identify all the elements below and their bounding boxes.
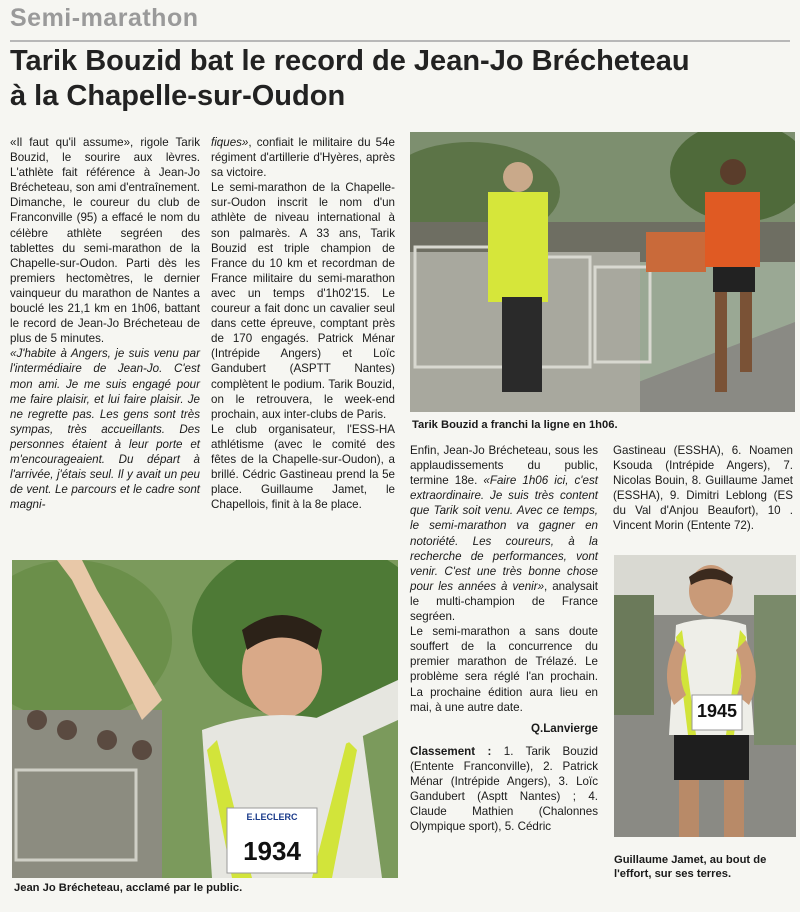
col2-paragraph-1 — [211, 135, 395, 180]
article-column-2 — [211, 135, 395, 512]
article-headline — [10, 44, 795, 114]
photo-guillaume-jamet — [614, 555, 796, 837]
col3-p1-start: Enfin, Jean-Jo Brécheteau, sous les applaudissements du public, termine 18e. — [410, 444, 598, 488]
section-divider — [10, 40, 790, 42]
article-column-3 — [410, 443, 598, 834]
col1-paragraph-1: «Il faut qu'il assume», rigole Tarik Bouzid, le sourire aux lèvres. L'athlète fait référence à Jean-Jo Brécheteau, son ami d'entraînement. Dimanche, le coureur du club de Franconville (95) a effacé le nom du célèbre athlète segréen des tablettes du semi-marathon de la Chapelle-sur-Oudon. Parti dès les premiers hectomètres, le dernier vainqueur du marathon de Nantes a bouclé les 21,1 km en 1h06, battant le record de Jean-Jo Brécheteau de plus de 5 minutes. — [10, 136, 200, 346]
headline-line-2: à la Chapelle-sur-Oudon — [10, 80, 346, 112]
photo2-sponsor-label: E.LECLERC — [246, 812, 298, 822]
headline-line-1: Tarik Bouzid bat le record de Jean-Jo Brécheteau — [10, 45, 690, 77]
caption-photo-1: Tarik Bouzid a franchi la ligne en 1h06. — [412, 419, 618, 431]
col2-paragraph-3: Le club organisateur, l'ESS-HA athlétisme (avec le comité des fêtes de la Chapelle-sur-Oudon), a brillé. Cédric Gastineau prend la 5e place. Guillaume Jamet, le Chapellois, finit à la 8e place. — [211, 422, 395, 512]
photo3-bib-number: 1945 — [696, 701, 738, 721]
classement-label: Classement : — [410, 744, 492, 758]
photo-jean-jo-brecheteau — [12, 560, 398, 878]
col3-paragraph-1 — [410, 443, 598, 624]
col3-quote: «Faire 1h06 ici, c'est extraordinaire. Je suis très content que Tarik soit venu. Avec ce temps, le semi-marathon va gagner en notoriété. Les coureurs, à la recherche de performances, vont venir. C'est une très bonne chose pour les années à venir» — [410, 474, 598, 593]
col2-paragraph-1-text: , confiait le militaire du 54e régiment d'artillerie d'Hyères, après sa victoire. — [211, 136, 395, 180]
col3-p1-end: , analysait le multi-champion de France segréen. — [410, 579, 598, 624]
col1-quote: «J'habite à Angers, je suis venu par l'intermédiaire de Jean-Jo. C'est mon ami. Je me suis engagé pour me faire plaisir, et lui faire plaisir. Je ne regrette pas. Les gens sont très sympas, très accueillants. Des personnes étaient à leur porte et m'encourageaient. Du départ à l'arrivée, j'étais seul. Il y avait un peu de vent. Le parcours et le cadre sont magni- — [10, 347, 200, 512]
photo-tarik-bouzid — [410, 132, 795, 412]
photo2-bib-number: 1934 — [243, 836, 301, 866]
classement-part-2: Gastineau (ESSHA), 6. Noamen Ksouda (Intrépide Angers), 7. Nicolas Bouin, 8. Guillaume Jamet (ESSHA), 9. Dimitri Leblong (ES du Val d'Anjou Beaufort), 10 . Vincent Morin (Entente 72). — [613, 444, 793, 533]
col1-paragraph-2 — [10, 346, 200, 512]
classement-part-1: 1. Tarik Bouzid (Entente Franconville), 2. Patrick Ménar (Intrépide Angers), 3. Loïc Gandubert (Asptt Nantes) ; 4. Claude Mathien (Chalonnes Olympique sport), 5. Cédric — [410, 744, 598, 834]
section-label: Semi-marathon — [10, 4, 199, 32]
article-column-4 — [613, 443, 793, 534]
col2-paragraph-2: Le semi-marathon de la Chapelle-sur-Oudon inscrit le nom d'un athlète de niveau international à son palmarès. A 33 ans, Tarik Bouzid est triple champion de France du 10 km et recordman de France militaire du semi-marathon avec un temps d'1h02'15. Le coureur a fait donc un cavalier seul dans cette épreuve, comptant près de 170 engagés. Patrick Ménar (Intrépide Angers) et Loïc Gandubert (ASPTT Nantes) complètent le podium. Tarik Bouzid, on le retrouvera, le week-end prochain, aux inter-clubs de Paris. — [211, 181, 395, 421]
col3-paragraph-2: Le semi-marathon a sans doute souffert de la concurrence du premier marathon de Trélazé. Le problème sera réglé l'an prochain. La prochaine édition aura lieu en mai, à une autre date. — [410, 625, 598, 714]
col2-quote-end: fiques» — [211, 136, 249, 149]
classement-paragraph — [410, 744, 598, 835]
caption-photo-2: Jean Jo Brécheteau, acclamé par le public. — [14, 882, 243, 894]
author-signature: Q.Lanvierge — [530, 721, 598, 735]
caption-photo-3: Guillaume Jamet, au bout de l'effort, sur ses terres. — [614, 854, 767, 880]
article-column-1 — [10, 135, 200, 512]
